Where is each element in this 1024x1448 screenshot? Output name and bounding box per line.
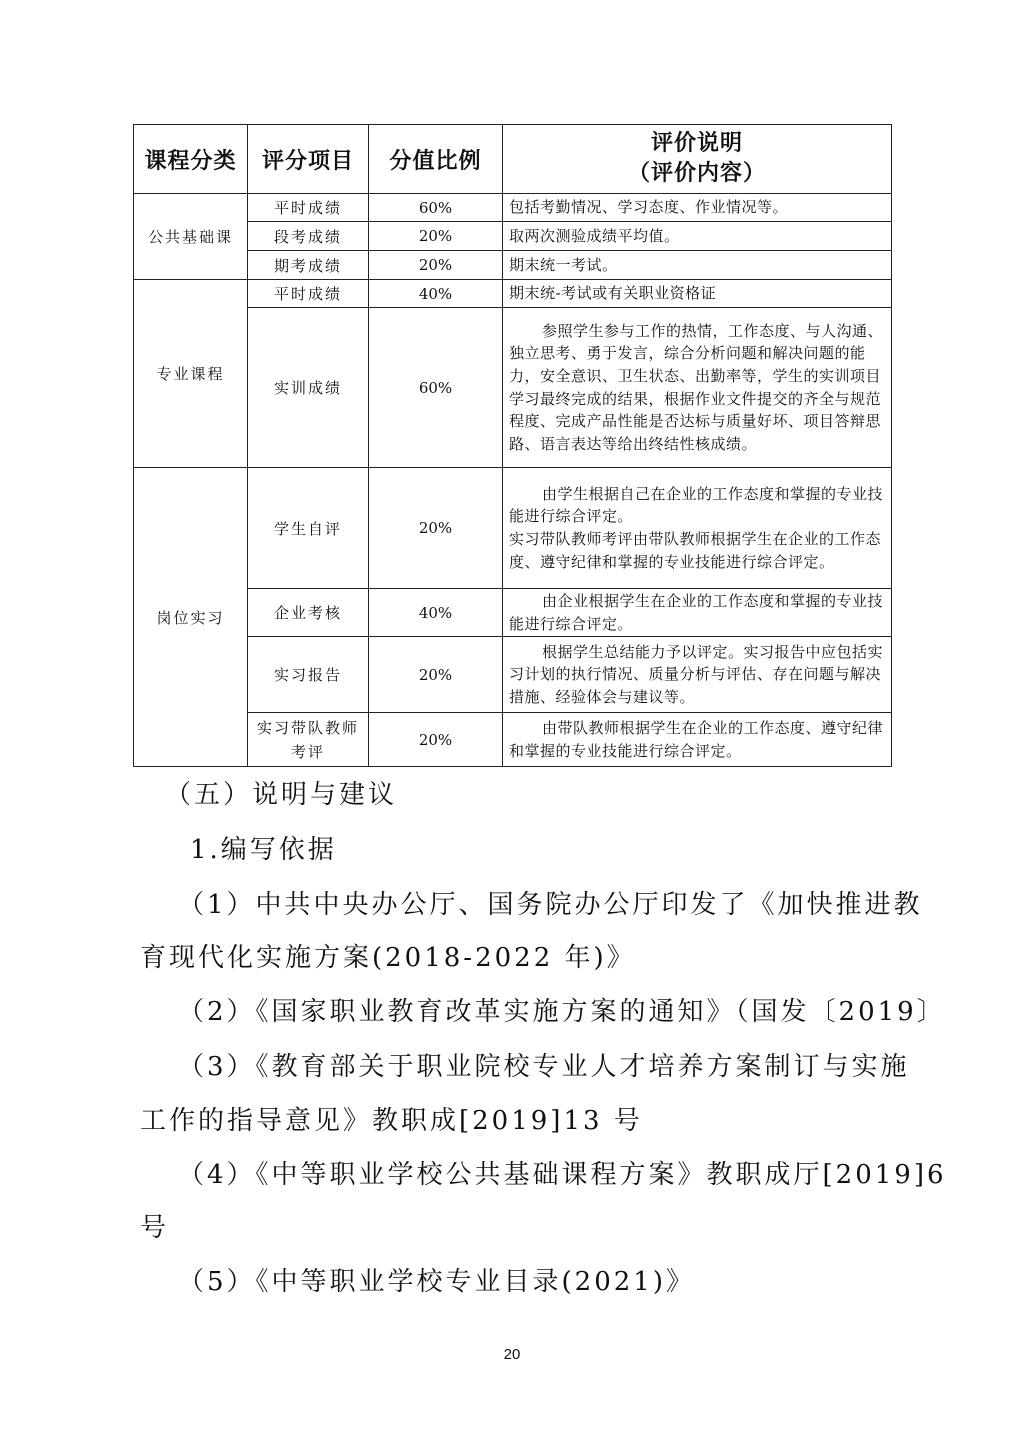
table-row xyxy=(134,713,892,767)
table-row xyxy=(134,589,892,637)
table-row xyxy=(134,637,892,713)
ratio-cell: 60% xyxy=(369,308,503,468)
table-row xyxy=(134,468,892,589)
description-cell xyxy=(503,468,892,589)
basis-item-3-line1: （3）《教育部关于职业院校专业人才培养方案制订与实施 xyxy=(178,1052,910,1082)
ratio-cell: 40% xyxy=(369,589,503,637)
basis-item-4-line1: （4）《中等职业学校公共基础课程方案》教职成厅[2019]6 xyxy=(178,1160,947,1190)
basis-item-1-line1: （1）中共中央办公厅、国务院办公厅印发了《加快推进教 xyxy=(178,890,923,920)
page-number: 20 xyxy=(503,1346,521,1363)
description-cell: 根据学生总结能力予以评定。实习报告中应包括实习计划的执行情况、质量分析与评估、存在问题与解决措施、经验体会与建议等。 xyxy=(503,637,892,713)
ratio-cell: 40% xyxy=(369,280,503,308)
description-cell: 由企业根据学生在企业的工作态度和掌握的专业技能进行综合评定。 xyxy=(503,589,892,637)
table-row xyxy=(134,251,892,280)
category-cell: 岗位实习 xyxy=(134,468,248,767)
header-description-line1: 评价说明 xyxy=(650,131,743,156)
header-category: 课程分类 xyxy=(134,125,248,194)
ratio-cell: 20% xyxy=(369,713,503,767)
header-item: 评分项目 xyxy=(248,125,369,194)
ratio-cell: 20% xyxy=(369,637,503,713)
description-cell: 取两次测验成绩平均值。 xyxy=(503,222,892,251)
table-row xyxy=(134,194,892,222)
description-cell: 包括考勤情况、学习态度、作业情况等。 xyxy=(503,194,892,222)
basis-item-5: （5）《中等职业学校专业目录(2021)》 xyxy=(178,1267,695,1297)
item-cell: 期考成绩 xyxy=(248,251,369,280)
item-cell: 段考成绩 xyxy=(248,222,369,251)
table-row xyxy=(134,280,892,308)
item-cell: 实习报告 xyxy=(248,637,369,713)
subsection-heading: 1.编写依据 xyxy=(190,835,337,865)
header-description-line2: （评价内容） xyxy=(627,161,766,186)
description-cell: 参照学生参与工作的热情，工作态度、与人沟通、独立思考、勇于发言，综合分析问题和解决问题的能力，安全意识、卫生状态、出勤率等，学生的实训项目学习最终完成的结果，根据作业文件提交的齐全与规范程度、完成产品性能是否达标与质量好坏、项目答辩思路、语言表达等给出终结性核成绩。 xyxy=(503,308,892,468)
basis-item-4-line2: 号 xyxy=(140,1213,170,1243)
description-paragraph: 由学生根据自己在企业的工作态度和掌握的专业技能进行综合评定。 xyxy=(509,484,884,526)
ratio-cell: 20% xyxy=(369,251,503,280)
table-row xyxy=(134,308,892,468)
item-cell: 实习带队教师考评 xyxy=(248,713,369,767)
header-ratio: 分值比例 xyxy=(369,125,503,194)
description-cell: 期末统一考试。 xyxy=(503,251,892,280)
item-cell: 平时成绩 xyxy=(248,280,369,308)
item-cell: 实训成绩 xyxy=(248,308,369,468)
description-paragraph: 实习带队教师考评由带队教师根据学生在企业的工作态度、遵守纪律和掌握的专业技能进行综合评定。 xyxy=(509,530,882,571)
item-cell: 企业考核 xyxy=(248,589,369,637)
basis-item-2: （2）《国家职业教育改革实施方案的通知》（国发〔2019〕 xyxy=(178,997,946,1027)
evaluation-table xyxy=(133,124,892,767)
item-cell: 平时成绩 xyxy=(248,194,369,222)
basis-item-3-line2: 工作的指导意见》教职成[2019]13 号 xyxy=(140,1106,643,1136)
basis-item-1-line2: 育现代化实施方案(2018-2022 年)》 xyxy=(140,943,636,973)
ratio-cell: 20% xyxy=(369,222,503,251)
table-row xyxy=(134,222,892,251)
table-header-row xyxy=(134,125,892,194)
item-cell: 学生自评 xyxy=(248,468,369,589)
ratio-cell: 60% xyxy=(369,194,503,222)
section-heading: （五）说明与建议 xyxy=(165,780,398,810)
description-cell: 由带队教师根据学生在企业的工作态度、遵守纪律和掌握的专业技能进行综合评定。 xyxy=(503,713,892,767)
header-description xyxy=(503,125,892,194)
description-cell: 期末统-考试或有关职业资格证 xyxy=(503,280,892,308)
category-cell: 专业课程 xyxy=(134,280,248,468)
ratio-cell: 20% xyxy=(369,468,503,589)
category-cell: 公共基础课 xyxy=(134,194,248,280)
